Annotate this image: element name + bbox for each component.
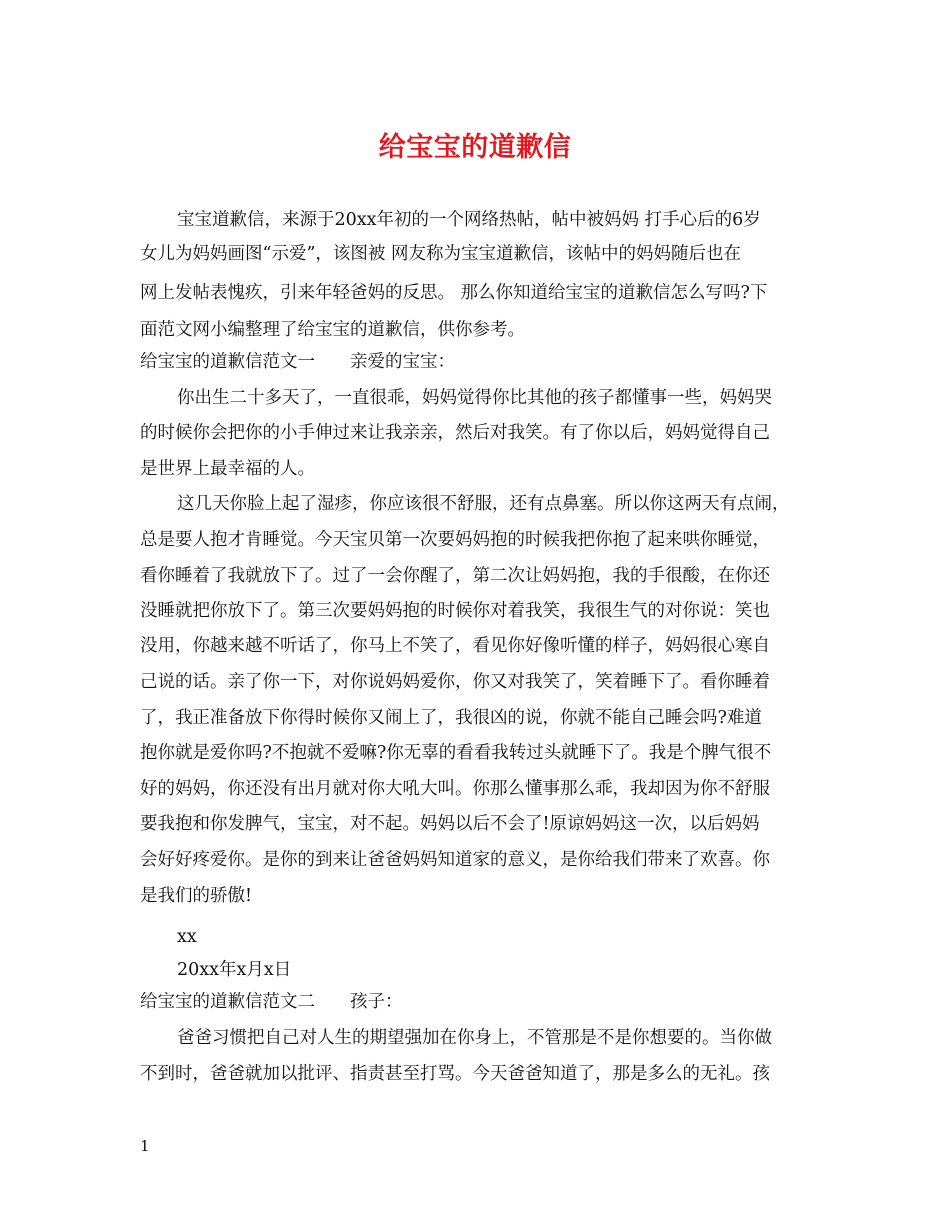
text-line: 了，我正准备放下你得时候你又闹上了，我很凶的说，你就不能自己睡会吗?难道 (140, 708, 762, 728)
section-heading: 给宝宝的道歉信范文二 孩子： (140, 992, 403, 1012)
text-line: 要我抱和你发脾气，宝宝，对不起。妈妈以后不会了!原谅妈妈这一次，以后妈妈 (140, 814, 760, 834)
page-number: 1 (140, 1137, 150, 1155)
text-line: 没睡就把你放下了。第三次要妈妈抱的时候你对着我笑，我很生气的对你说：笑也 (140, 601, 770, 621)
text-line: 没用，你越来越不听话了，你马上不笑了，看见你好像听懂的样子，妈妈很心寒自 (140, 636, 770, 656)
text-line: 看你睡着了我就放下了。过了一会你醒了，第二次让妈妈抱，我的手很酸，在你还 (140, 566, 770, 586)
text-line: 不到时，爸爸就加以批评、指责甚至打骂。今天爸爸知道了，那是多么的无礼。孩 (140, 1064, 770, 1084)
text-line: 的时候你会把你的小手伸过来让我亲亲，然后对我笑。有了你以后，妈妈觉得自己 (140, 423, 770, 443)
signature: xx (177, 927, 197, 947)
date-line: 20xx年x月x日 (177, 960, 292, 980)
text-line: 女儿为妈妈画图“示爱”，该图被 网友称为宝宝道歉信，该帖中的妈妈随后也在 (140, 244, 741, 264)
text-line: 好的妈妈，你还没有出月就对你大吼大叫。你那么懂事那么乖，我却因为你不舒服 (140, 779, 770, 799)
text-line: 网上发帖表愧疚，引来年轻爸妈的反思。 那么你知道给宝宝的道歉信怎么写吗?下 (140, 283, 768, 303)
text-line: 总是要人抱才肯睡觉。今天宝贝第一次要妈妈抱的时候我把你抱了起来哄你睡觉， (140, 530, 770, 550)
text-line: 你出生二十多天了，一直很乖，妈妈觉得你比其他的孩子都懂事一些，妈妈哭 (177, 388, 772, 408)
text-line: 是世界上最幸福的人。 (140, 459, 315, 479)
text-line: 面范文网小编整理了给宝宝的道歉信，供你参考。 (140, 320, 525, 340)
text-line: 宝宝道歉信，来源于20xx年初的一个网络热帖，帖中被妈妈 打手心后的6岁 (177, 210, 761, 230)
text-line: 是我们的骄傲! (140, 886, 253, 906)
text-line: 抱你就是爱你吗?不抱就不爱嘛?你无辜的看看我转过头就睡下了。我是个脾气很不 (140, 743, 772, 763)
text-line: 会好好疼爱你。是你的到来让爸爸妈妈知道家的意义，是你给我们带来了欢喜。你 (140, 850, 770, 870)
section-heading: 给宝宝的道歉信范文一 亲爱的宝宝： (140, 352, 455, 372)
text-line: 爸爸习惯把自己对人生的期望强加在你身上，不管那是不是你想要的。当你做 (177, 1028, 772, 1048)
text-line: 这几天你脸上起了湿疹，你应该很不舒服，还有点鼻塞。所以你这两天有点闹， (177, 494, 790, 514)
page-title: 给宝宝的道歉信 (378, 132, 572, 163)
text-line: 己说的话。亲了你一下，对你说妈妈爱你，你又对我笑了，笑着睡下了。看你睡着 (140, 672, 770, 692)
